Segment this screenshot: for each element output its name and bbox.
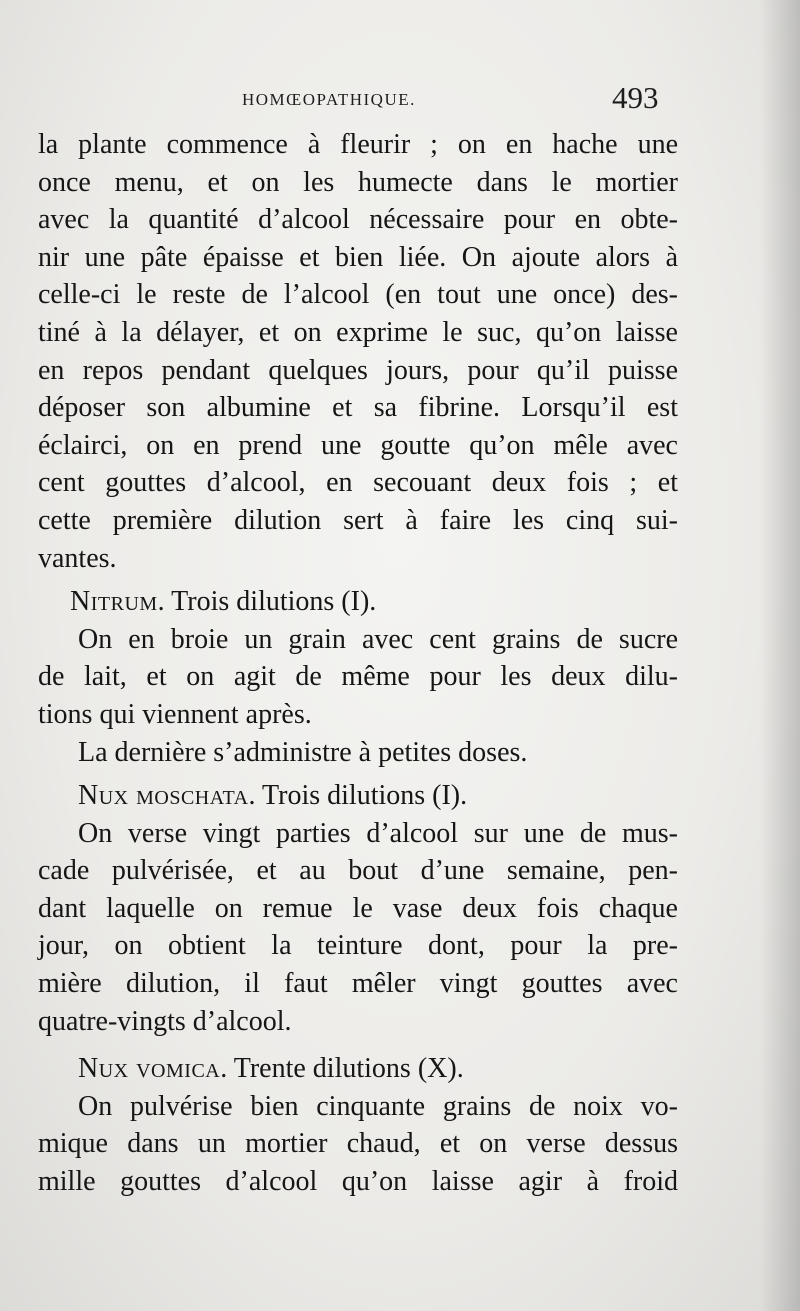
text-line: cade pulvérisée, et au bout d’une semaine, pen- [38,855,678,887]
entry-nitrum [38,583,678,771]
page-number: 493 [612,80,659,115]
entry-heading-rest: . Trois dilutions (I). [157,586,377,618]
text-line: nir une pâte épaisse et bien liée. On ajoute alors à [38,241,678,273]
page-edge-shadow [760,0,800,1311]
entry-name: Nux moschata [78,780,249,812]
running-head: HOMŒOPATHIQUE. [242,90,416,109]
text-line: dant laquelle on remue le vase deux fois chaque [38,892,678,924]
text-line: de lait, et on agit de même pour les deux dilu- [38,661,678,693]
text-line: mière dilution, il faut mêler vingt gouttes avec [38,968,678,1000]
entry-heading-rest: . Trente dilutions (X). [220,1053,464,1085]
text-line: mille gouttes d’alcool qu’on laisse agir à froid [38,1166,678,1198]
text-line: cette première dilution sert à faire les cinq sui- [38,504,678,536]
page-body [38,126,678,1201]
text-line: jour, on obtient la teinture dont, pour la pre- [38,930,678,962]
entry-name: Nitrum [70,586,158,618]
text-line: On en broie un grain avec cent grains de sucre [78,623,678,655]
entry-nux-moschata [38,777,678,1040]
text-line: déposer son albumine et sa fibrine. Lorsqu’il est [38,392,678,424]
text-line: quatre-vingts d’alcool. [38,1005,292,1037]
text-line: en repos pendant quelques jours, pour qu’il puisse [38,354,678,386]
text-line: celle-ci le reste de l’alcool (en tout une once) des- [38,279,678,311]
text-line: vantes. [38,542,117,574]
entry-heading-rest: . Trois dilutions (I). [248,780,468,812]
entry-heading [38,583,678,621]
text-line: tions qui viennent après. [38,698,312,730]
entry-nux-vomica [38,1050,678,1200]
text-line: On pulvérise bien cinquante grains de noix vo- [78,1090,678,1122]
text-line: tiné à la délayer, et on exprime le suc, qu’on laisse [38,316,678,348]
entry-heading [38,777,678,815]
entry-heading [38,1050,678,1088]
text-line: la plante commence à fleurir ; on en hache une [38,129,678,160]
text-line: cent gouttes d’alcool, en secouant deux fois ; et [38,467,678,499]
text-line: La dernière s’administre à petites doses. [78,736,528,768]
entry-name: Nux vomica [78,1053,221,1085]
text-line: mique dans un mortier chaud, et on verse dessus [38,1128,678,1160]
text-line: avec la quantité d’alcool nécessaire pour en obte- [38,204,678,236]
paragraph-continued [38,126,678,577]
text-line: On verse vingt parties d’alcool sur une de mus- [78,817,678,849]
text-line: éclairci, on en prend une goutte qu’on mêle avec [38,429,678,461]
text-line: once menu, et on les humecte dans le mortier [38,166,678,198]
page-header [0,80,800,124]
